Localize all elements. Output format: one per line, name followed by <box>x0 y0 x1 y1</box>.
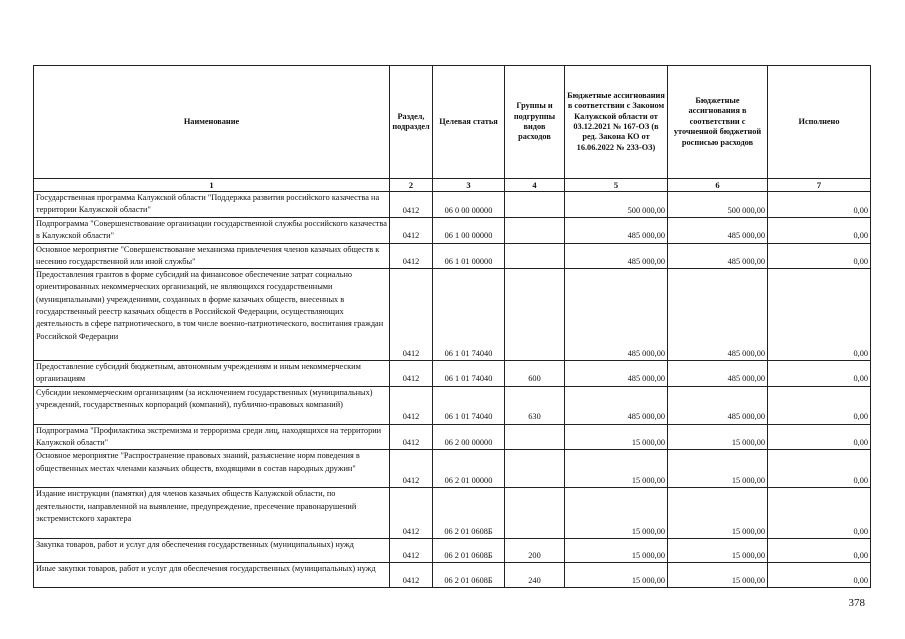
row-adjusted-amount: 485 000,00 <box>668 269 768 361</box>
row-name: Основное мероприятие "Распространение правовых знаний, разъяснение норм поведения в общественных местах членами казачьих обществ, входящими в состав народных дружин" <box>34 450 390 488</box>
row-executed-amount: 0,00 <box>768 192 871 218</box>
row-expense-group: 630 <box>505 386 565 424</box>
row-section: 0412 <box>390 386 433 424</box>
header-planned: Бюджетные ассигнования в соответствии с Законом Калужской области от 03.12.2021 № 167-ОЗ (в ред. Закона КО от 16.06.2022 № 233-ОЗ) <box>565 66 668 179</box>
table-row <box>34 386 871 424</box>
row-expense-group: 600 <box>505 361 565 387</box>
row-target-article: 06 2 00 00000 <box>433 424 505 450</box>
row-section: 0412 <box>390 450 433 488</box>
header-name: Наименование <box>34 66 390 179</box>
row-planned-amount: 485 000,00 <box>565 386 668 424</box>
row-executed-amount: 0,00 <box>768 243 871 269</box>
row-name: Подпрограмма "Профилактика экстремизма и терроризма среди лиц, находящихся на территории Калужской области" <box>34 424 390 450</box>
row-expense-group <box>505 424 565 450</box>
header-adjusted: Бюджетные ассигнования в соответствии с уточненной бюджетной росписью расходов <box>668 66 768 179</box>
row-adjusted-amount: 15 000,00 <box>668 424 768 450</box>
row-planned-amount: 485 000,00 <box>565 361 668 387</box>
row-target-article: 06 1 00 00000 <box>433 218 505 244</box>
header-executed: Исполнено <box>768 66 871 179</box>
header-section: Раздел, подраздел <box>390 66 433 179</box>
row-name: Предоставления грантов в форме субсидий на финансовое обеспечение затрат социально ориентированных некоммерческих организаций, не являющихся государственными (муниципальными) учреждениями, созданных в форме казачьих обществ, внесенных в государственный реестр казачьих обществ в Российской Федерации, осуществляющих деятельность в сфере патриотического, в том числе военно-патриотического, воспитания граждан Российской Федерации <box>34 269 390 361</box>
row-target-article: 06 1 01 74040 <box>433 361 505 387</box>
row-planned-amount: 15 000,00 <box>565 450 668 488</box>
row-executed-amount: 0,00 <box>768 361 871 387</box>
header-target: Целевая статья <box>433 66 505 179</box>
budget-table <box>33 65 871 588</box>
row-section: 0412 <box>390 361 433 387</box>
table-row <box>34 192 871 218</box>
column-number: 5 <box>565 179 668 192</box>
row-name: Подпрограмма "Совершенствование организации государственной службы российского казачества в Калужской области" <box>34 218 390 244</box>
row-target-article: 06 2 01 0608Б <box>433 539 505 563</box>
row-expense-group <box>505 488 565 539</box>
row-executed-amount: 0,00 <box>768 386 871 424</box>
row-expense-group: 240 <box>505 563 565 588</box>
row-target-article: 06 2 01 00000 <box>433 450 505 488</box>
table-row <box>34 450 871 488</box>
row-target-article: 06 1 01 74040 <box>433 269 505 361</box>
row-section: 0412 <box>390 243 433 269</box>
row-adjusted-amount: 485 000,00 <box>668 361 768 387</box>
table-row <box>34 269 871 361</box>
table-row <box>34 488 871 539</box>
column-number: 6 <box>668 179 768 192</box>
row-executed-amount: 0,00 <box>768 218 871 244</box>
header-group: Группы и подгруппы видов расходов <box>505 66 565 179</box>
row-adjusted-amount: 500 000,00 <box>668 192 768 218</box>
row-adjusted-amount: 15 000,00 <box>668 563 768 588</box>
row-section: 0412 <box>390 218 433 244</box>
row-executed-amount: 0,00 <box>768 450 871 488</box>
row-target-article: 06 0 00 00000 <box>433 192 505 218</box>
table-row <box>34 539 871 563</box>
row-expense-group <box>505 269 565 361</box>
column-number: 2 <box>390 179 433 192</box>
row-adjusted-amount: 485 000,00 <box>668 218 768 244</box>
row-expense-group <box>505 192 565 218</box>
row-name: Иные закупки товаров, работ и услуг для обеспечения государственных (муниципальных) нужд <box>34 563 390 588</box>
row-planned-amount: 15 000,00 <box>565 488 668 539</box>
row-adjusted-amount: 485 000,00 <box>668 243 768 269</box>
row-name: Закупка товаров, работ и услуг для обеспечения государственных (муниципальных) нужд <box>34 539 390 563</box>
row-section: 0412 <box>390 563 433 588</box>
table-row <box>34 361 871 387</box>
row-target-article: 06 1 01 00000 <box>433 243 505 269</box>
row-name: Государственная программа Калужской области "Поддержка развития российского казачества на территории Калужской области" <box>34 192 390 218</box>
row-adjusted-amount: 15 000,00 <box>668 450 768 488</box>
row-section: 0412 <box>390 424 433 450</box>
row-expense-group <box>505 218 565 244</box>
row-planned-amount: 15 000,00 <box>565 539 668 563</box>
row-planned-amount: 485 000,00 <box>565 243 668 269</box>
row-executed-amount: 0,00 <box>768 488 871 539</box>
row-name: Предоставление субсидий бюджетным, автономным учреждениям и иным некоммерческим организациям <box>34 361 390 387</box>
row-name: Субсидии некоммерческим организациям (за исключением государственных (муниципальных) учреждений, государственных корпораций (компаний), публично-правовых компаний) <box>34 386 390 424</box>
column-number: 1 <box>34 179 390 192</box>
row-name: Основное мероприятие "Совершенствование механизма привлечения членов казачьих обществ к несению государственной или иной службы" <box>34 243 390 269</box>
row-executed-amount: 0,00 <box>768 424 871 450</box>
page-number: 378 <box>848 597 865 609</box>
row-executed-amount: 0,00 <box>768 539 871 563</box>
row-target-article: 06 2 01 0608Б <box>433 563 505 588</box>
row-name: Издание инструкции (памятки) для членов казачьих обществ Калужской области, по деятельности, направленной на выявление, предупреждение, пресечение правонарушений экстремистского характера <box>34 488 390 539</box>
header-row <box>34 66 871 179</box>
row-section: 0412 <box>390 269 433 361</box>
table-row <box>34 563 871 588</box>
table-row <box>34 243 871 269</box>
row-expense-group: 200 <box>505 539 565 563</box>
row-expense-group <box>505 243 565 269</box>
row-executed-amount: 0,00 <box>768 269 871 361</box>
row-planned-amount: 15 000,00 <box>565 563 668 588</box>
row-planned-amount: 500 000,00 <box>565 192 668 218</box>
row-target-article: 06 2 01 0608Б <box>433 488 505 539</box>
row-planned-amount: 485 000,00 <box>565 218 668 244</box>
table-row <box>34 218 871 244</box>
column-number: 3 <box>433 179 505 192</box>
column-number: 7 <box>768 179 871 192</box>
row-target-article: 06 1 01 74040 <box>433 386 505 424</box>
row-section: 0412 <box>390 488 433 539</box>
row-planned-amount: 485 000,00 <box>565 269 668 361</box>
row-adjusted-amount: 15 000,00 <box>668 539 768 563</box>
row-expense-group <box>505 450 565 488</box>
row-adjusted-amount: 485 000,00 <box>668 386 768 424</box>
row-adjusted-amount: 15 000,00 <box>668 488 768 539</box>
row-section: 0412 <box>390 539 433 563</box>
row-section: 0412 <box>390 192 433 218</box>
table-row <box>34 424 871 450</box>
column-number-row <box>34 179 871 192</box>
row-planned-amount: 15 000,00 <box>565 424 668 450</box>
row-executed-amount: 0,00 <box>768 563 871 588</box>
column-number: 4 <box>505 179 565 192</box>
